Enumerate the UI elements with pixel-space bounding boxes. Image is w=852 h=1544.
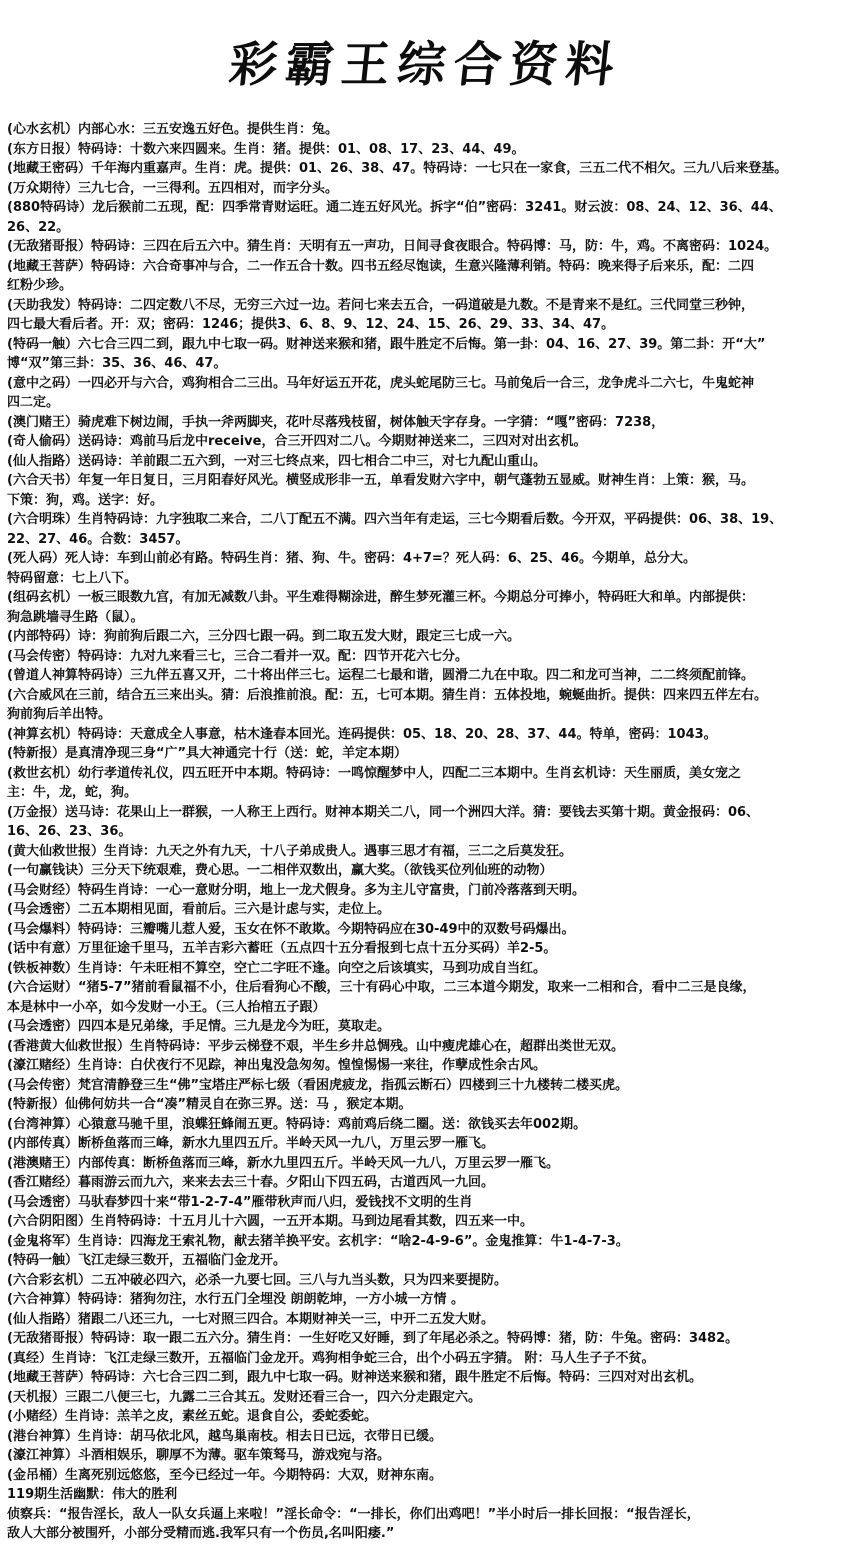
text-line: (仙人指路）猪跟二八还三九，一七对照三四合。本期财神关一三，中开二五发大财。: [7, 1311, 494, 1327]
text-line: 下策：狗，鸡。送字：好。: [7, 492, 164, 508]
text-line: (六合运财）“猪5-7”猪前看鼠福不小，住后看狗心不酸，三十有码心中取，二三本道今期发，取来一二相和合，看中二三是良缘，: [7, 980, 756, 995]
text-line: (香港黄大仙救世报）生肖特码诗：平步云梯登不艰，半生乡井总惆残。山中瘦虎雄心在，超群出类世无双。: [7, 1038, 624, 1054]
document-body: [7, 120, 845, 1544]
text-line: (内部特码）诗：狗前狗后跟二六，三分四七跟一码。到二取五发大财，跟定三七成一六。: [7, 629, 520, 644]
text-line: (香江赌经）暮雨游云而九六，来来去去三十春。夕阳山下四五码，古道西风一九回。: [7, 1175, 494, 1190]
text-line: (神算玄机）特码诗：天意成全人事意，枯木逢春本回光。连码提供：05、18、20、28、37、44。特单，密码：1043。: [7, 726, 717, 742]
text-line: (特新报）仙佛何妨共一合“凑”精灵自在弥三界。送：马 ，猴定本期。: [7, 1097, 412, 1112]
text-line: 狗前狗后羊出特。: [7, 707, 112, 722]
text-line: (马会透密）四四本是兄弟缘，手足情。三九是龙今为旺，莫取走。: [7, 1019, 390, 1034]
text-line: (死人码）死人诗：车到山前必有路。特码生肖：猪、狗、牛。密码：4+7=？死人码：6、25、46。今期单，总分大。: [7, 551, 697, 566]
text-line: (天机报）三跟二八便三七，九露二三合其五。发财还看三合一，四六分走跟定六。: [7, 1389, 481, 1405]
text-line: (六合神算）特码诗：猪狗勿注，水行五门全埋没 朗朗乾坤，一方小城一方情 。: [7, 1292, 464, 1307]
text-line: 敌人大部分被围歼，小部分受精而逃.我军只有一个伤员,名叫阳痿.”: [7, 1526, 395, 1541]
text-line: (濠江赌经）生肖诗：白伏夜行不见踪，神出鬼没急匆匆。惶惶惕惕一来往，作孽成性余古风。: [7, 1058, 546, 1073]
text-line: 主：牛，龙，蛇，狗。: [7, 785, 138, 800]
text-line: (港台神算）生肖诗：胡马依北风，越鸟巢南枝。相去日已远，衣带日已缓。: [7, 1428, 442, 1444]
text-line: 本是林中一小卒，如今发财一小王。（三人抬棺五子跟）: [7, 999, 326, 1015]
text-line: (真经）生肖诗：飞江走绿三数开，五福临门金龙开。鸡狗相争蛇三合，出个小码五字猜。 附：马人生子子不贫。: [7, 1350, 655, 1366]
text-line: (马会传密）梵宫清静登三生“佛”宝塔庄严标七级（看困虎疲龙，指孤云断石）四楼到三十九楼转二楼买虎。: [7, 1077, 629, 1093]
text-line: (澳门赌王）骑虎难下树边闹，手执一斧两脚夹，花叶尽落残枝留，树体触天字存身。一字猜：“嘎”密码：7238，: [7, 414, 665, 430]
text-line: (救世玄机）幼行孝道传礼仪，四五旺开中本期。特码诗：一鸣惊醒梦中人，四配二三本期中。生肖玄机诗：天生丽质，美女宠之: [7, 765, 741, 781]
text-line: (金鬼将军）生肖诗：四海龙王索礼物，献去猪羊换平安。玄机字：“啥2-4-9-6”。金鬼推算：牛1-4-7-3。: [7, 1233, 629, 1249]
text-line: (曾道人神算特码诗）三九伴五喜又开，二十将出伴三七。运程二七最和谐，圆滑二九在中取。四二和龙可当神，二二终须配前锋。: [7, 668, 754, 683]
text-line: 16、26、23、36。: [7, 824, 132, 839]
text-line: (金吊桶）生离死别远悠悠，至今已经过一年。今期特码：大双，财神东南。: [7, 1467, 442, 1483]
text-line: 四七最大看后者。开：双；密码：1246；提供3、6、8、9、12、24、15、26、29、33、34、47。: [7, 317, 615, 332]
text-line: (无敌猪哥报）特码诗：三四在后五六中。猜生肖：天明有五一声功，日间寻食夜眼合。特码博：马，防：牛，鸡。不离密码：1024。: [7, 239, 778, 254]
text-line: (一句赢钱诀）三分天下统艰难，费心思。一二相伴双数出，赢大奖。（欲钱买位列仙班的动物）: [7, 863, 553, 878]
text-line: (东方日报）特码诗：十数六来四圆来。生肖：猪。提供：01、08、17、23、44、49。: [7, 141, 525, 157]
text-line: (台湾神算）心猿意马驰千里，浪蝶狂蜂闹五更。特码诗：鸡前鸡后绕二圈。送：欲钱买去年002期。: [7, 1116, 587, 1132]
text-line: (铁板神数）生肖诗：午未旺相不算空，空亡二字旺不逢。向空之后该填实，马到功成自当红。: [7, 960, 546, 976]
text-line: (仙人指路）送码诗：羊前跟二五六到，一对三七终点来，四七相合二中三，对七九配山重山。: [7, 453, 546, 469]
text-line: (马会传密）特码诗：九对九来看三七，三合二看并一双。配：四节开花六七分。: [7, 648, 468, 664]
text-line: (六合阴阳图）生肖特码诗：十五月儿十六圆，一五开本期。马到边尾看其数，四五来一中。: [7, 1214, 533, 1229]
text-line: (六合天书）年复一年日复日，三月阳春好风光。横竖成形非一五，单看发财六字中，朝气蓬勃五显威。财神生肖：上策：猴，马。: [7, 473, 754, 488]
text-line: 26、22。: [7, 219, 70, 235]
text-line: (地藏王菩萨）特码诗：六合奇事冲与合，二一作五合十数。四书五经尽饱读，生意兴隆薄利销。特码：晚来得子后来乐，配：二四: [7, 258, 754, 274]
text-line: (特码一触）飞江走绿三数开，五福临门金龙开。: [7, 1253, 286, 1268]
text-line: (小赌经）生肖诗：羔羊之皮，素丝五蛇。退食自公，委蛇委蛇。: [7, 1409, 377, 1424]
text-line: (马会财经）特码生肖诗：一心一意财分明，地上一龙犬假身。多为主儿守富贵，门前冷落落到天明。: [7, 882, 585, 898]
text-line: (马会透密）二五本期相见面，看前后。三六是计虑与实，走位上。: [7, 902, 390, 917]
text-line: (奇人偷码）送码诗：鸡前马后龙中receive，合三开四对二八。今期财神送来二，三四对对出玄机。: [7, 434, 587, 449]
text-line: (万金报）送马诗：花果山上一群猴，一人称王上西行。财神本期关二八，同一个洲四大洋。猜：要钱去买第十期。黄金报码：06、: [7, 804, 760, 820]
text-line: (地藏王菩萨）特码诗：六七合三四二到，跟九中七取一码。财神送来猴和猪，跟牛胜定不后悔。特码：三四对对出玄机。: [7, 1370, 702, 1385]
text-line: (港澳赌王）内部传真：断桥鱼落而三峰，新水九里四五斤。半岭天风一九八，万里云罗一雁飞。: [7, 1155, 559, 1171]
page-header: [0, 18, 852, 93]
text-line: (万众期待）三九七合，一三得利。五四相对，而字分头。: [7, 180, 338, 196]
text-line: 红粉少珍。: [7, 278, 73, 293]
text-line: (组码玄机）一板三眼数九宫，有加无减数八卦。平生难得糊涂进，醉生梦死灌三杯。今期总分可捧小，特码旺大和单。内部提供：: [7, 590, 754, 605]
text-line: (无敌猪哥报）特码诗：取一跟二五六分。猜生肖：一生好吃又好睡，到了年尾必杀之。特码博：猪，防：牛兔。密码：3482。: [7, 1331, 739, 1346]
text-line: 博“双”第三卦：35、36、46、47。: [7, 356, 227, 371]
text-line: (意中之码）一四必开与六合，鸡狗相合二三出。马年好运五开花，虎头蛇尾防三七。马前兔后一合三，龙争虎斗二六七，牛鬼蛇神: [7, 375, 754, 391]
text-line: 22、27、46。合数：3457。: [7, 531, 189, 547]
text-line: (六合明珠）生肖特码诗：九字独取二来合，二八丁配五不满。四六当年有走运，三七今期看后数。今开双，平码提供：06、38、19、: [7, 512, 783, 527]
text-line: (六合威风在三前，结合五三来出头。猜：后浪推前浪。配：五，七可本期。猜生肖：五体投地，蜿蜒曲折。提供：四来四五伴左右。: [7, 687, 767, 703]
text-line: (特新报）是真清净现三身“广”具大神通完十行（送：蛇，羊定本期）: [7, 746, 408, 761]
text-line: (黄大仙救世报）生肖诗：九天之外有九天，十八子弟成贵人。遇事三思才有福，三二之后莫发狂。: [7, 843, 572, 859]
text-line: (话中有意）万里征途千里马，五羊吉彩六蓄旺（五点四十五分看报到七点十五分买码）羊2-5。: [7, 941, 557, 956]
page-title: 彩霸王综合资料: [226, 37, 625, 93]
text-line: (马会爆料）特码诗：三瓣嘴儿惹人爱，玉女在怀不敢欺。今期特码应在30-49中的双数号码爆出。: [7, 921, 575, 937]
text-line: (天助我发）特码诗：二四定数八不尽，无穷三六过一边。若问七来去五合，一码道破是九数。不是青来不是红。三代同堂三秒钟，: [7, 297, 754, 313]
text-line: (特码一触）六七合三四二到，跟九中七取一码。财神送来猴和猪，跟牛胜定不后悔。第一卦：04、16、27、39。第二卦：开“大”: [7, 336, 766, 352]
text-line: 119期生活幽默：伟大的胜利: [7, 1487, 178, 1502]
text-line: (马会透密）马驮春梦四十来“带1-2-7-4”雁带秋声而八归，爱钱找不文明的生肖: [7, 1194, 473, 1210]
text-line: 侦察兵：“报告淫长，敌人一队女兵逼上来啦！”淫长命令：“一排长，你们出鸡吧！”半小时后一排长回报：“报告淫长，: [7, 1506, 700, 1522]
text-line: (880特码诗）龙后猴前二五现，配：四季常青财运旺。通二连五好风光。拆字“伯”密码：3241。财云波：08、24、12、36、44、: [7, 200, 782, 215]
text-line: 四二定。: [7, 395, 60, 410]
text-line: (心水玄机）内部心水：三五安逸五好色。提供生肖：兔。: [7, 122, 338, 137]
text-line: (六合彩玄机）二五冲破必四六，必杀一九要七回。三八与九当头数，只为四来要提防。: [7, 1272, 507, 1288]
text-line: (地藏王密码）千年海内重嘉声。生肖：虎。提供：01、26、38、47。特码诗：一七只在一家食，三五二代不相欠。三九八后来登基。: [7, 161, 788, 176]
text-line: (内部传真）断桥鱼落而三峰，新水九里四五斤。半岭天风一九八，万里云罗一雁飞。: [7, 1136, 494, 1151]
text-line: 特码留意：七上八下。: [7, 570, 138, 586]
text-line: (濠江神算）斗酒相娱乐，聊厚不为薄。驱车策驽马，游戏宛与洛。: [7, 1448, 390, 1463]
text-line: 狗急跳墙寻生路（鼠）。: [7, 609, 144, 625]
